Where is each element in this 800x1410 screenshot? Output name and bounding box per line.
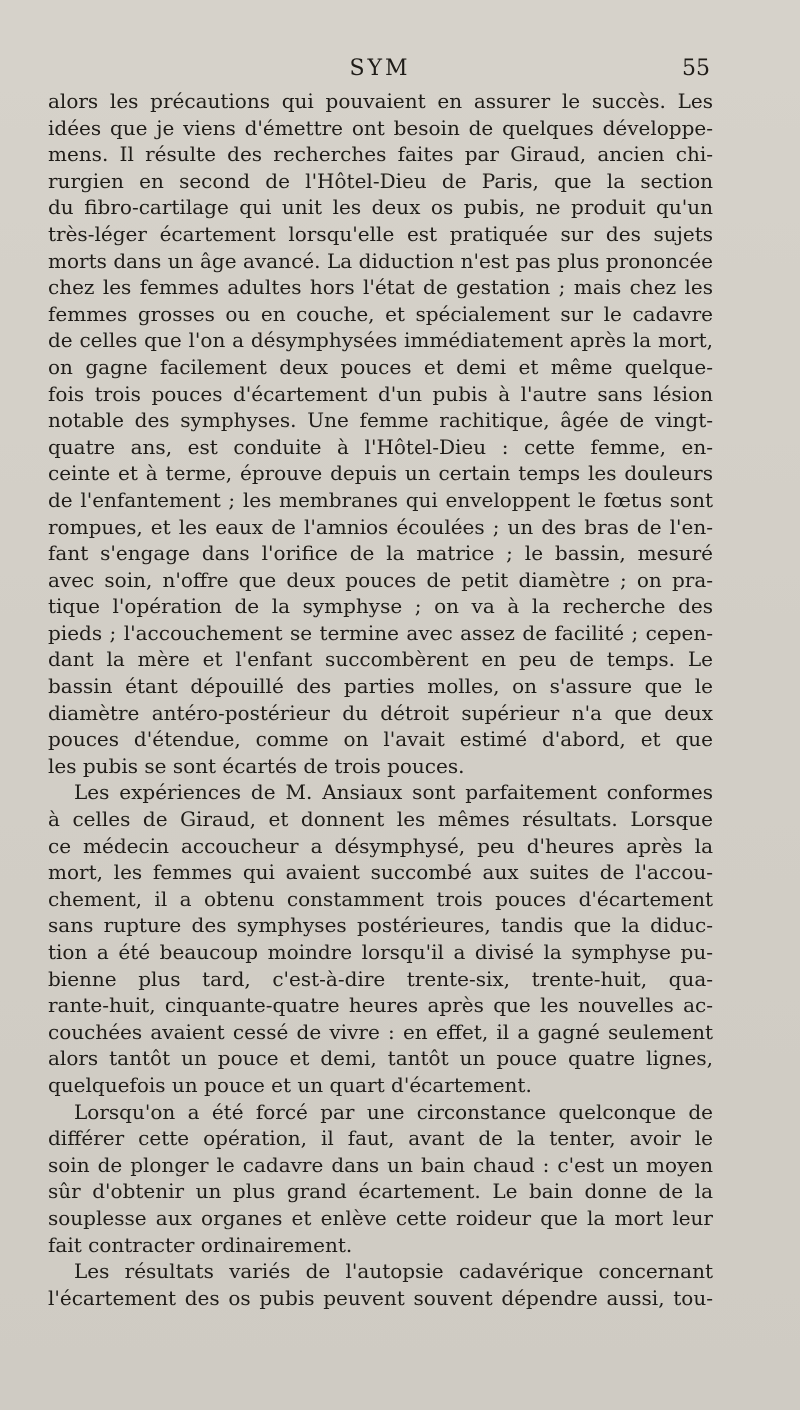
text-line: tique l'opération de la symphyse ; on va à la recherche des <box>48 594 713 619</box>
text-line: soin de plonger le cadavre dans un bain chaud : c'est un moyen <box>48 1152 713 1177</box>
text-line: sans rupture des symphyses postérieures, tandis que la diduc- <box>48 913 713 938</box>
text-line: du fibro-cartilage qui unit les deux os pubis, ne produit qu'un <box>48 195 713 220</box>
text-line: très-léger écartement lorsqu'elle est pratiquée sur des sujets <box>48 221 713 246</box>
text-line: diamètre antéro-postérieur du détroit supérieur n'a que deux <box>48 700 713 725</box>
text-line: avec soin, n'offre que deux pouces de petit diamètre ; on pra- <box>48 567 713 592</box>
text-line: bassin étant dépouillé des parties molles, on s'assure que le <box>48 674 713 699</box>
text-line: Lorsqu'on a été forcé par une circonstance quelconque de <box>74 1099 713 1124</box>
text-line: tion a été beaucoup moindre lorsqu'il a divisé la symphyse pu- <box>48 940 713 964</box>
text-line: ce médecin accoucheur a désymphysé, peu d'heures après la <box>48 833 713 858</box>
text-line: rante-huit, cinquante-quatre heures après que les nouvelles ac- <box>48 993 713 1018</box>
body-text <box>48 88 713 1311</box>
text-line: les pubis se sont écartés de trois pouces. <box>48 753 465 778</box>
text-line: pouces d'étendue, comme on l'avait estimé d'abord, et que <box>48 727 713 752</box>
text-line: fait contracter ordinairement. <box>48 1232 353 1257</box>
text-line: mens. Il résulte des recherches faites par Giraud, ancien chi- <box>48 142 713 167</box>
text-line: quatre ans, est conduite à l'Hôtel-Dieu : cette femme, en- <box>48 434 713 459</box>
text-line: sûr d'obtenir un plus grand écartement. Le bain donne de la <box>48 1179 713 1204</box>
text-line: chez les femmes adultes hors l'état de gestation ; mais chez les <box>48 275 713 300</box>
text-line: notable des symphyses. Une femme rachitique, âgée de vingt- <box>48 408 713 433</box>
text-line: couchées avaient cessé de vivre : en effet, il a gagné seulement <box>48 1019 713 1044</box>
text-line: l'écartement des os pubis peuvent souvent dépendre aussi, tou- <box>48 1285 713 1310</box>
text-line: chement, il a obtenu constamment trois pouces d'écartement <box>48 886 713 911</box>
text-line: alors tantôt un pouce et demi, tantôt un pouce quatre lignes, <box>48 1046 713 1071</box>
text-line: on gagne facilement deux pouces et demi et même quelque- <box>48 354 713 379</box>
text-line: idées que je viens d'émettre ont besoin de quelques développe- <box>48 115 713 140</box>
page-number: 55 <box>682 56 710 81</box>
text-line: bienne plus tard, c'est-à-dire trente-six, trente-huit, qua- <box>48 966 713 991</box>
text-line: de l'enfantement ; les membranes qui enveloppent le fœtus sont <box>48 487 713 512</box>
running-head: SYM <box>349 56 411 81</box>
page-header <box>50 56 710 90</box>
text-line: quelquefois un pouce et un quart d'écartement. <box>48 1072 532 1097</box>
text-line: dant la mère et l'enfant succombèrent en peu de temps. Le <box>48 647 713 672</box>
text-line: rurgien en second de l'Hôtel-Dieu de Paris, que la section <box>48 168 713 193</box>
text-line: pieds ; l'accouchement se termine avec assez de facilité ; cepen- <box>48 620 713 645</box>
text-line: ceinte et à terme, éprouve depuis un certain temps les douleurs <box>48 461 713 486</box>
text-line: femmes grosses ou en couche, et spécialement sur le cadavre <box>48 301 713 326</box>
text-line: mort, les femmes qui avaient succombé aux suites de l'accou- <box>48 860 713 885</box>
text-line: alors les précautions qui pouvaient en assurer le succès. Les <box>48 89 713 113</box>
text-line: Les résultats variés de l'autopsie cadavérique concernant <box>74 1259 713 1284</box>
text-line: différer cette opération, il faut, avant de la tenter, avoir le <box>48 1126 713 1151</box>
text-line: Les expériences de M. Ansiaux sont parfaitement conformes <box>74 780 713 805</box>
text-line: rompues, et les eaux de l'amnios écoulées ; un des bras de l'en- <box>48 514 713 539</box>
text-line: fois trois pouces d'écartement d'un pubis à l'autre sans lésion <box>48 381 713 406</box>
text-line: à celles de Giraud, et donnent les mêmes résultats. Lorsque <box>48 807 713 832</box>
text-line: de celles que l'on a désymphysées immédiatement après la mort, <box>48 328 713 353</box>
text-line: souplesse aux organes et enlève cette roideur que la mort leur <box>48 1205 713 1230</box>
text-line: fant s'engage dans l'orifice de la matrice ; le bassin, mesuré <box>48 541 713 566</box>
text-line: morts dans un âge avancé. La diduction n'est pas plus prononcée <box>48 248 713 273</box>
